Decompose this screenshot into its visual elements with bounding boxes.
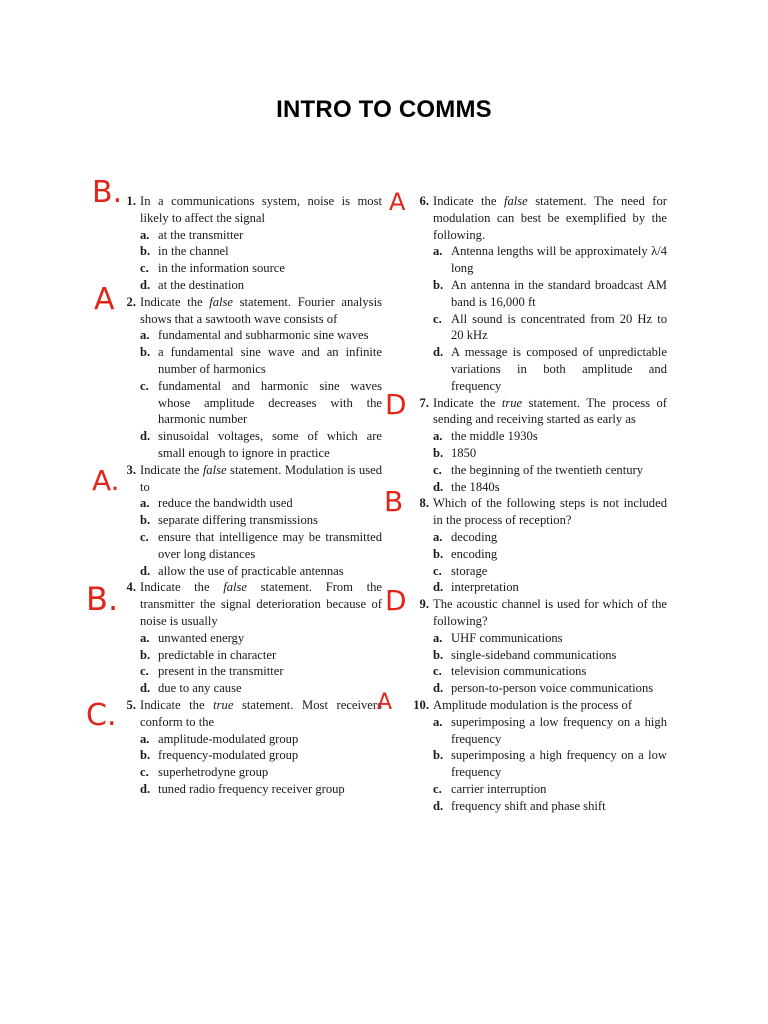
handwritten-answer-q1: B. (92, 175, 123, 210)
option-letter: c. (140, 378, 149, 393)
option-letter: a. (433, 429, 443, 444)
option-letter: a. (433, 714, 443, 729)
option-text: reduce the bandwidth used (158, 496, 293, 511)
question-6 (405, 193, 667, 395)
option-c (140, 378, 382, 428)
stem-emphasis: false (223, 580, 248, 595)
handwritten-answer-q2: A (94, 282, 115, 317)
option-letter: c. (433, 664, 442, 679)
option-text: due to any cause (158, 681, 242, 696)
stem-emphasis: false (202, 462, 227, 477)
stem-emphasis: true (501, 395, 523, 410)
question-10 (405, 697, 667, 815)
option-c (433, 563, 667, 580)
option-text: 1850 (451, 445, 477, 460)
question-number: 6. (419, 194, 429, 208)
question-number: 5. (126, 697, 136, 712)
handwritten-answer-q6: A (389, 188, 406, 216)
option-text: interpretation (451, 580, 519, 595)
option-text: storage (451, 563, 488, 578)
option-d (433, 680, 667, 697)
option-letter: d. (140, 277, 151, 292)
option-text: tuned radio frequency receiver group (158, 781, 345, 796)
option-d (140, 563, 382, 580)
stem-text: statement. The need for modulation can best be exemplified by the following. (433, 194, 667, 242)
option-letter: b. (140, 345, 151, 360)
option-a (433, 714, 667, 748)
option-letter: b. (433, 647, 444, 662)
option-c (433, 781, 667, 798)
option-text: UHF communications (451, 630, 563, 645)
option-b (433, 445, 667, 462)
option-a (433, 630, 667, 647)
option-letter: b. (433, 546, 444, 561)
option-d (140, 680, 382, 697)
option-text: frequency shift and phase shift (451, 798, 606, 813)
option-a (433, 529, 667, 546)
option-letter: d. (433, 580, 444, 595)
option-b (140, 344, 382, 378)
option-letter: b. (140, 748, 151, 763)
option-text: in the channel (158, 244, 229, 259)
stem-text: statement. From the transmitter the signal deterioration because of noise is usually (140, 580, 382, 628)
option-d (433, 579, 667, 596)
option-c (140, 764, 382, 781)
option-letter: b. (433, 748, 444, 763)
option-letter: d. (433, 479, 444, 494)
option-text: the 1840s (451, 479, 500, 494)
stem-text: Indicate the (140, 580, 224, 595)
option-letter: c. (140, 664, 149, 679)
option-b (140, 512, 382, 529)
option-letter: b. (433, 277, 444, 292)
option-a (433, 428, 667, 445)
question-9 (405, 596, 667, 697)
option-letter: d. (433, 345, 444, 360)
option-text: A message is composed of unpredictable variations in both amplitude and frequency (451, 345, 667, 393)
option-text: An antenna in the standard broadcast AM band is 16,000 ft (451, 277, 667, 309)
question-stem (140, 462, 382, 496)
question-number: 10. (413, 697, 429, 712)
stem-text: Indicate the (140, 462, 203, 477)
option-text: at the destination (158, 277, 245, 292)
option-letter: a. (140, 328, 150, 343)
stem-text: Indicate the (433, 194, 504, 208)
stem-emphasis: true (213, 697, 234, 712)
stem-text: Indicate the (140, 294, 210, 309)
stem-text: statement. The process of sending and receiving started as early as (433, 395, 667, 427)
option-letter: b. (140, 647, 151, 662)
option-letter: b. (140, 244, 151, 259)
option-a (140, 495, 382, 512)
question-2 (112, 294, 382, 462)
left-column (112, 193, 382, 798)
handwritten-answer-q10: A (377, 690, 393, 715)
question-stem (140, 697, 382, 731)
question-number: 3. (126, 462, 136, 477)
question-stem: In a communications system, noise is most likely to affect the signal (140, 194, 382, 225)
option-d (433, 344, 667, 394)
question-stem: Amplitude modulation is the process of (433, 697, 633, 712)
option-text: the middle 1930s (451, 429, 538, 444)
option-letter: d. (433, 798, 444, 813)
option-text: encoding (451, 546, 498, 561)
stem-text: Indicate the (140, 697, 214, 712)
question-8 (405, 495, 667, 596)
question-5 (112, 697, 382, 798)
option-letter: d. (140, 429, 151, 444)
option-b (433, 647, 667, 664)
option-b (433, 546, 667, 563)
option-text: fundamental and harmonic sine waves whose amplitude decreases with the harmonic number (158, 378, 382, 427)
option-d (433, 798, 667, 815)
option-a (433, 243, 667, 277)
option-letter: c. (140, 529, 149, 544)
question-stem: Which of the following steps is not included in the process of reception? (433, 496, 667, 528)
option-text: carrier interruption (451, 781, 547, 796)
option-letter: c. (140, 261, 149, 276)
option-text: Antenna lengths will be approximately λ/4 long (451, 244, 667, 276)
option-c (140, 260, 382, 277)
question-stem (433, 395, 667, 429)
option-b (433, 277, 667, 311)
option-text: person-to-person voice communications (451, 681, 654, 696)
option-a (140, 731, 382, 748)
question-stem (140, 579, 382, 629)
question-number: 9. (419, 597, 429, 612)
option-text: All sound is concentrated from 20 Hz to 20 kHz (451, 311, 667, 343)
question-stem (140, 294, 382, 328)
option-c (433, 462, 667, 479)
option-c (433, 663, 667, 680)
option-letter: d. (140, 781, 151, 796)
handwritten-answer-q7: D (385, 388, 407, 421)
option-letter: c. (433, 781, 442, 796)
option-d (140, 277, 382, 294)
option-b (140, 647, 382, 664)
option-text: superhetrodyne group (158, 765, 269, 780)
option-text: superimposing a low frequency on a high frequency (451, 714, 667, 746)
option-text: decoding (451, 529, 498, 544)
question-number: 4. (126, 580, 136, 595)
stem-emphasis: false (503, 194, 528, 208)
option-c (433, 311, 667, 345)
option-text: a fundamental sine wave and an infinite number of harmonics (158, 345, 382, 376)
stem-text: statement. Most receivers conform to the (140, 697, 382, 729)
question-3 (112, 462, 382, 580)
option-letter: b. (140, 513, 151, 528)
option-text: frequency-modulated group (158, 748, 299, 763)
option-letter: d. (140, 563, 151, 578)
option-text: unwanted energy (158, 630, 245, 645)
option-letter: c. (433, 462, 442, 477)
option-text: television communications (451, 664, 587, 679)
option-letter: c. (433, 563, 442, 578)
option-letter: a. (140, 630, 150, 645)
option-text: the beginning of the twentieth century (451, 462, 643, 477)
stem-text: statement. Modulation is used to (140, 462, 382, 494)
question-number: 2. (126, 294, 136, 309)
question-number: 7. (419, 395, 429, 410)
option-text: amplitude-modulated group (158, 731, 299, 746)
option-text: allow the use of practicable antennas (158, 563, 344, 578)
option-letter: c. (140, 765, 149, 780)
option-d (140, 428, 382, 462)
option-text: present in the transmitter (158, 664, 284, 679)
question-stem: The acoustic channel is used for which of the following? (433, 597, 667, 628)
option-letter: a. (140, 731, 150, 746)
right-column (405, 193, 667, 814)
question-4 (112, 579, 382, 697)
stem-text: Indicate the (433, 395, 502, 410)
option-letter: d. (140, 681, 151, 696)
option-b (433, 747, 667, 781)
option-c (140, 529, 382, 563)
option-text: sinusoidal voltages, some of which are small enough to ignore in practice (158, 429, 382, 460)
option-b (140, 747, 382, 764)
option-b (140, 243, 382, 260)
option-c (140, 663, 382, 680)
option-letter: a. (433, 244, 443, 259)
handwritten-answer-q8: B (384, 485, 404, 518)
option-letter: d. (433, 681, 444, 696)
stem-text: statement. Fourier analysis shows that a sawtooth wave consists of (140, 294, 382, 326)
stem-emphasis: false (209, 294, 234, 309)
question-number: 1. (126, 194, 136, 208)
question-number: 8. (419, 496, 429, 511)
option-text: single-sideband communications (451, 647, 617, 662)
question-7 (405, 395, 667, 496)
option-letter: a. (433, 529, 443, 544)
option-letter: a. (140, 227, 150, 242)
option-text: predictable in character (158, 647, 277, 662)
option-text: at the transmitter (158, 227, 244, 242)
question-stem (433, 193, 667, 243)
question-1 (112, 193, 382, 294)
option-letter: a. (140, 496, 150, 511)
handwritten-answer-q9: D (385, 584, 407, 617)
option-text: superimposing a high frequency on a low frequency (451, 748, 667, 780)
option-d (433, 479, 667, 496)
option-a (140, 227, 382, 244)
option-a (140, 327, 382, 344)
option-text: fundamental and subharmonic sine waves (158, 328, 369, 343)
option-d (140, 781, 382, 798)
option-a (140, 630, 382, 647)
handwritten-answer-q3: A. (92, 464, 120, 497)
handwritten-answer-q4: B. (86, 580, 119, 618)
option-letter: b. (433, 445, 444, 460)
option-letter: a. (433, 630, 443, 645)
option-text: ensure that intelligence may be transmitted over long distances (158, 529, 382, 561)
option-text: separate differing transmissions (158, 513, 318, 528)
handwritten-answer-q5: C. (86, 698, 117, 733)
page-title: INTRO TO COMMS (276, 96, 492, 123)
option-letter: c. (433, 311, 442, 326)
option-text: in the information source (158, 261, 285, 276)
